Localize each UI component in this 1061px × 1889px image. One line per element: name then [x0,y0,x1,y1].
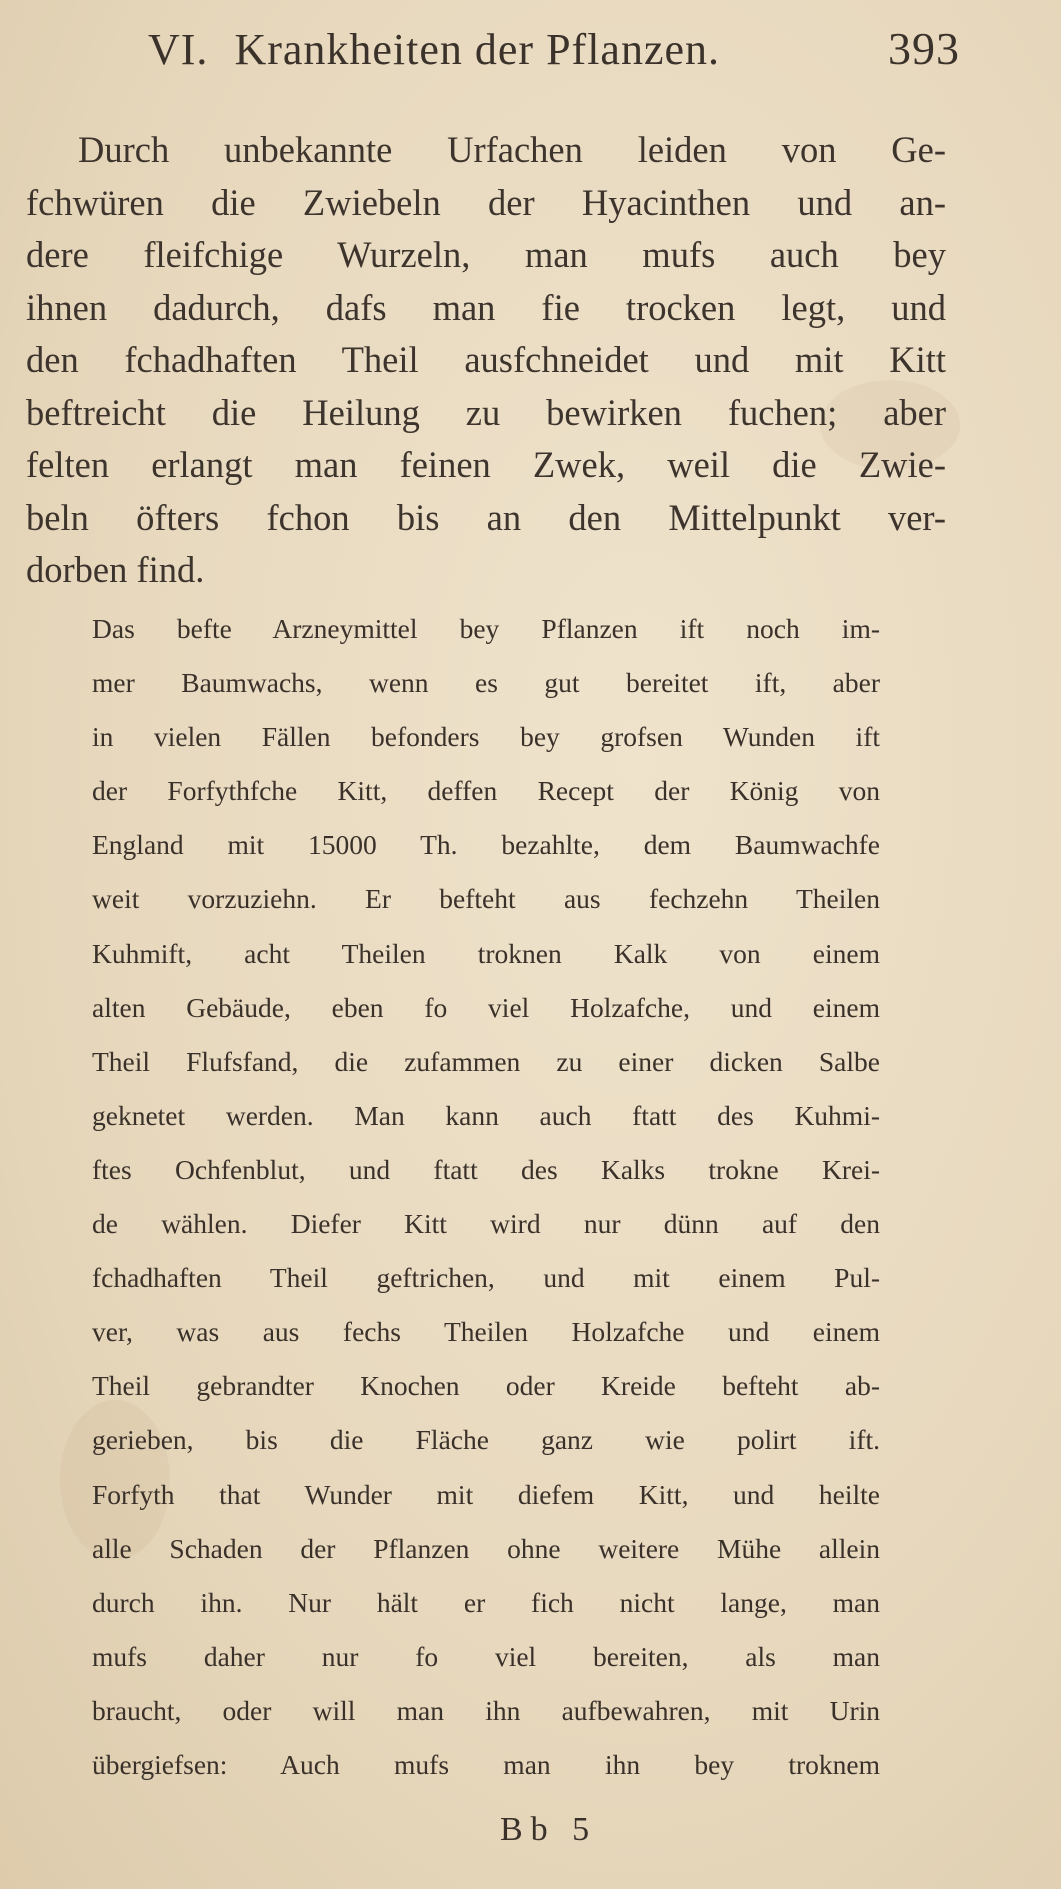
text-line: Das befte Arzneymittel bey Pflanzen ift noch im- [92,613,880,644]
text-line: den fchadhaften Theil ausfchneidet und mit Kitt [26,339,946,380]
text-line: Durch unbekannte Urfachen leiden von Ge- [78,129,946,170]
text-line: braucht, oder will man ihn aufbewahren, mit Urin [92,1694,880,1726]
text-line: felten erlangt man feinen Zwek, weil die Zwie- [26,444,946,485]
text-line: Theil gebrandter Knochen oder Kreide befteht ab- [92,1370,880,1402]
text-line: Theil Flufsfand, die zufammen zu einer dicken Salbe [92,1045,880,1077]
text-line: gerieben, bis die Fläche ganz wie polirt ift. [92,1424,880,1456]
text-line: dere fleifchige Wurzeln, man mufs auch bey [26,234,946,275]
text-line: mufs daher nur fo viel bereiten, als man [92,1640,880,1672]
text-line: alle Schaden der Pflanzen ohne weitere Mühe allein [92,1532,880,1564]
text-line: dorben find. [26,549,205,590]
running-header [148,22,960,92]
text-line: fchwüren die Zwiebeln der Hyacinthen und an- [26,181,946,223]
text-line: Kuhmift, acht Theilen troknen Kalk von einem [92,937,880,969]
text-line: ihnen dadurch, dafs man fie trocken legt, und [26,286,946,328]
text-line: ftes Ochfenblut, und ftatt des Kalks trokne Krei- [92,1153,880,1185]
page-number: 393 [888,23,960,74]
chapter-title: Krankheiten der Pflanzen. [234,25,721,74]
text-line: übergiefsen: Auch mufs man ihn bey troknem [92,1748,880,1780]
text-line: de wählen. Diefer Kitt wird nur dünn auf den [92,1208,880,1240]
signature-mark: Bb 5 [500,1811,598,1848]
text-line: beftreicht die Heilung zu bewirken fuchen; aber [26,391,946,433]
text-line: Forfyth that Wunder mit diefem Kitt, und heilte [92,1478,880,1510]
text-line: geknetet werden. Man kann auch ftatt des Kuhmi- [92,1099,880,1131]
text-line: der Forfythfche Kitt, deffen Recept der König von [92,775,880,807]
text-line: durch ihn. Nur hält er fich nicht lange, man [92,1586,880,1618]
text-line: weit vorzuziehn. Er befteht aus fechzehn Theilen [92,883,880,915]
text-line: England mit 15000 Th. bezahlte, dem Baumwachfe [92,829,880,861]
text-line: fchadhaften Theil geftrichen, und mit einem Pul- [92,1262,880,1294]
text-line: in vielen Fällen befonders bey grofsen Wunden ift [92,721,880,753]
paragraph-small [92,602,880,1792]
text-line: beln öfters fchon bis an den Mittelpunkt ver- [26,496,946,538]
text-line: mer Baumwachs, wenn es gut bereitet ift, aber [92,667,880,699]
paragraph-large [26,124,946,597]
text-line: alten Gebäude, eben fo viel Holzafche, und einem [92,991,880,1023]
text-line: ver, was aus fechs Theilen Holzafche und einem [92,1316,880,1348]
chapter-number: VI. [148,25,209,74]
